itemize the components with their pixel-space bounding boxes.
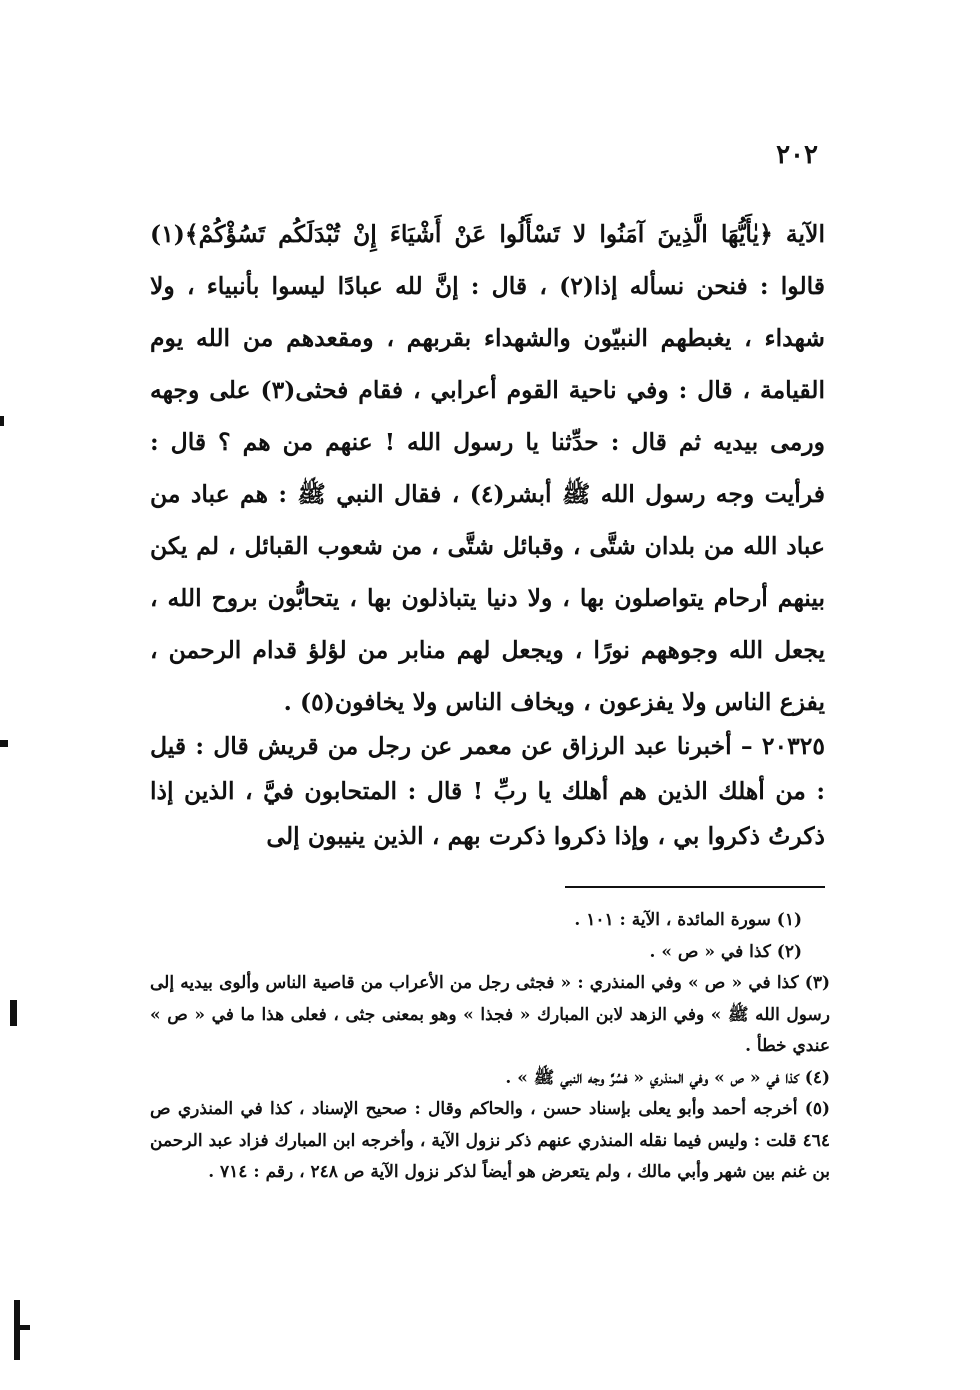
scan-mark (14, 1325, 30, 1330)
paragraph-hadith-continuation: الآية ﴿يٰأَيُّهَا الَّذِينَ آمَنُوا لا تَسْأَلُوا عَنْ أَشْيَاءَ إِنْ تُبْدَلَكُم تَسُؤْكُمْ﴾(١) قالوا : فنحن نسأله إذا(٢) ، قال : إنَّ لله عبادًا ليسوا بأنبياء ، ولا شهداء ، يغبطهم النبيّون والشهداء بقربهم ، ومقعدهم من الله يوم القيامة ، قال : وفي ناحية القوم أعرابي ، فقام فحثى(٣) على وجهه ورمى بيديه ثم قال : حدِّثنا يا رسول الله ! عنهم من هم ؟ قال : فرأيت وجه رسول الله ﷺ أبشر(٤) ، فقال النبي ﷺ : هم عباد من عباد الله من بلدان شتَّى ، وقبائل شتَّى ، من شعوب القبائل ، لم يكن بينهم أرحام يتواصلون بها ، ولا دنيا يتباذلون بها ، يتحابُّون بروح الله ، يجعل الله وجوههم نورًا ، ويجعل لهم منابر من لؤلؤ قدام الرحمن ، يفزع الناس ولا يفزعون ، ويخاف الناس ولا يخافون(٥) . (150, 220, 826, 716)
hadith-20325 (150, 724, 825, 859)
page-number: ٢٠٢ (776, 140, 818, 170)
scan-mark (10, 1000, 17, 1026)
footnote-5: (٥) أخرجه أحمد وأبو يعلى بإسناد حسن ، والحاكم وقال : صحيح الإسناد ، كذا في المنذري ص ٤٦٤ قلت : وليس فيما نقله المنذري عنهم ذكر نزول الآية ، وأخرجه ابن المبارك فزاد عبد الرحمن بن غنم بين شهر وأبي مالك ، ولم يتعرض هو أيضاً لذكر نزول الآية ص ٢٤٨ ، رقم : ٧١٤ . (150, 1099, 830, 1182)
paragraph-hadith-20325: ٢٠٣٢٥ – أخبرنا عبد الرزاق عن معمر عن رجل من قريش قال : قيل : من أهلك الذين هم أهلك يا ربِّ ! قال : المتحابون فيَّ ، الذين إذا ذكرتُ ذكروا بي ، وإذا ذكروا ذكرت بهم ، الذين ينيبون إلى (150, 732, 825, 850)
scan-mark (0, 416, 4, 426)
scan-mark (14, 1300, 20, 1360)
footnote-separator (565, 886, 825, 888)
scan-mark (0, 740, 8, 747)
footnote-3: (٣) كذا في « ص » وفي المنذري : « فجثى رجل من الأعراب من قاصية الناس وألوى بيديه إلى رسول الله ﷺ » وفي الزهد لابن المبارك « فجذا » وهو بمعنى جثى ، فعلى هذا ما في « ص » عندي خطأ . (150, 973, 830, 1056)
footnotes (150, 905, 830, 1189)
main-text (150, 208, 825, 728)
footnote-4: (٤) كذا في « ص » وفي المنذري « فسُرَّ وجه النبي ﷺ » . (505, 1067, 830, 1088)
footnote-2: (٢) كذا في « ص » . (649, 941, 802, 962)
footnote-1: (١) سورة المائدة ، الآية : ١٠١ . (574, 910, 802, 930)
